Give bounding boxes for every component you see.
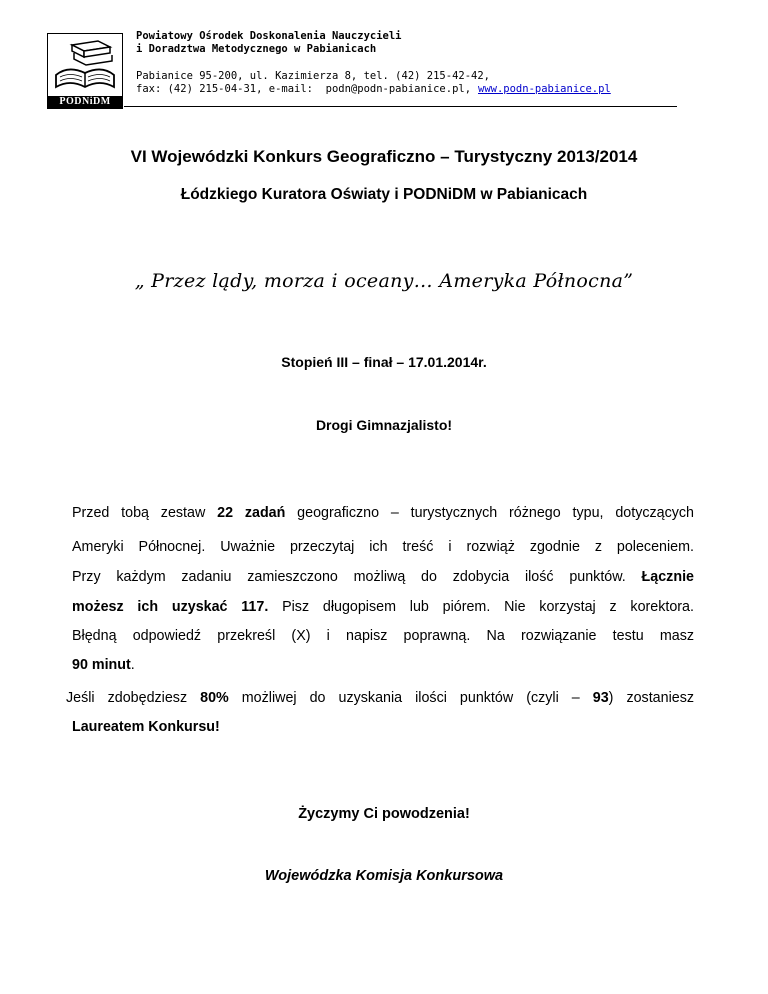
- org-line-1: Powiatowy Ośrodek Doskonalenia Nauczycieli: [136, 30, 402, 42]
- instructions-line-2: Ameryki Północnej. Uważnie przeczytaj ich treść i rozwiąż zgodnie z poleceniem.: [72, 539, 694, 555]
- instructions-line-3: Przy każdym zadaniu zamieszczono możliwą do zdobycia ilość punktów. Łącznie: [72, 569, 694, 585]
- good-luck-wish: Życzymy Ci powodzenia!: [298, 806, 470, 822]
- org-line-2: i Doradztwa Metodycznego w Pabianicach: [136, 43, 377, 55]
- header-divider: [124, 106, 677, 107]
- instructions-line-1: Przed tobą zestaw 22 zadań geograficzno – turystycznych różnego typu, dotyczących: [72, 505, 694, 521]
- contest-motto: „ Przez lądy, morza i oceany… Ameryka Północna”: [134, 270, 634, 292]
- organization-address: [136, 70, 490, 96]
- logo-label: PODNiDM: [48, 96, 122, 108]
- instructions-line-5: Błędną odpowiedź przekreśl (X) i napisz poprawną. Na rozwiązanie testu masz: [72, 628, 694, 644]
- contest-title: VI Wojewódzki Konkurs Geograficzno – Turystyczny 2013/2014: [130, 147, 638, 166]
- instructions-line-7: Jeśli zdobędziesz 80% możliwej do uzyskania ilości punktów (czyli – 93) zostaniesz: [66, 690, 695, 706]
- letterhead: [47, 30, 630, 108]
- instructions-line-4: możesz ich uzyskać 117. Pisz długopisem lub piórem. Nie korzystaj z korektora.: [72, 599, 694, 615]
- address-line-2: fax: (42) 215-04-31, e-mail: podn@podn-pabianice.pl,: [136, 83, 472, 95]
- instructions-line-6: 90 minut.: [72, 657, 135, 673]
- website-link[interactable]: www.podn-pabianice.pl: [478, 83, 611, 95]
- signature: Wojewódzka Komisja Konkursowa: [264, 868, 504, 884]
- address-line-1: Pabianice 95-200, ul. Kazimierza 8, tel. (42) 215-42-42,: [136, 70, 491, 82]
- organization-name: [136, 30, 402, 56]
- stage-info: Stopień III – finał – 17.01.2014r.: [281, 354, 487, 370]
- open-book-icon: [52, 37, 118, 95]
- instructions-line-8: Laureatem Konkursu!: [72, 719, 220, 735]
- podnidm-logo: [47, 33, 123, 109]
- contest-organizers: Łódzkiego Kuratora Oświaty i PODNiDM w Pabianicach: [180, 186, 588, 203]
- greeting: Drogi Gimnazjalisto!: [315, 417, 453, 433]
